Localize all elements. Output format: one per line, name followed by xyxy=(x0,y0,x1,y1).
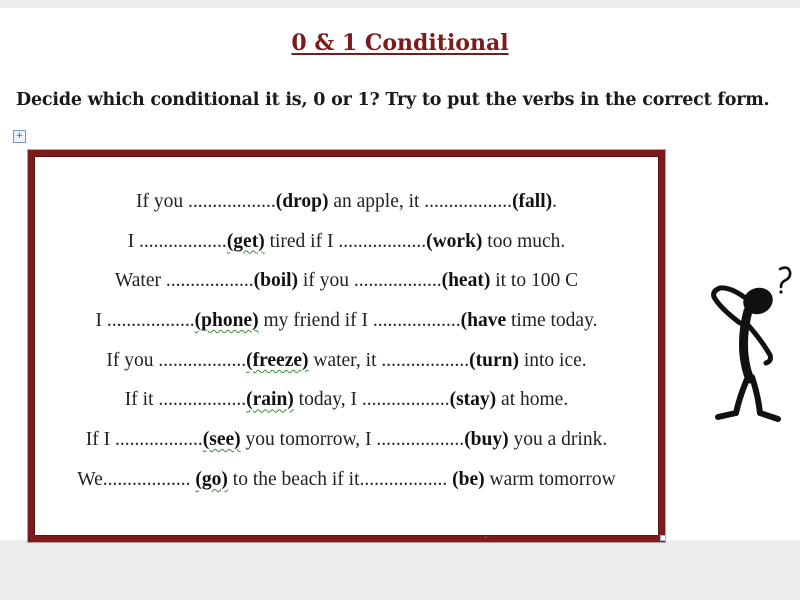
exercise-sentence xyxy=(34,341,659,381)
verb-prompt: (work) xyxy=(426,230,483,252)
verb-prompt: (turn) xyxy=(469,349,519,371)
sentence-text: I .................. xyxy=(127,230,227,252)
resize-handle[interactable] xyxy=(660,535,666,541)
sentence-text: an apple, it .................. xyxy=(328,191,513,212)
exercise-sentence xyxy=(34,222,659,262)
table-move-handle-icon[interactable]: + xyxy=(13,130,26,143)
exercise-sentence xyxy=(34,380,659,420)
verb-prompt: (stay) xyxy=(449,389,497,411)
verb-prompt: (have xyxy=(460,310,507,332)
verb-prompt: (rain) xyxy=(246,389,294,411)
verb-prompt: (buy) xyxy=(464,429,509,451)
exercise-sentence xyxy=(34,301,659,341)
sentence-text: water, it .................. xyxy=(308,349,470,371)
sentence-text: to the beach if it.................. xyxy=(227,468,453,490)
sentence-text: time today. xyxy=(506,310,598,332)
exercise-sentence xyxy=(34,460,659,500)
verb-prompt: (see) xyxy=(202,429,241,451)
verb-prompt: (fall) xyxy=(512,191,553,212)
sentence-text: my friend if I .................. xyxy=(258,310,461,332)
thinking-stick-figure-icon xyxy=(700,263,800,433)
sentence-text: you a drink. xyxy=(508,429,608,451)
page-title: 0 & 1 Conditional xyxy=(291,30,509,56)
sentence-text: . xyxy=(552,191,558,212)
sentence-text: If it .................. xyxy=(124,389,247,411)
verb-prompt: (go) xyxy=(195,468,228,490)
sentence-text: too much. xyxy=(482,230,566,252)
sentence-text: I .................. xyxy=(95,310,195,332)
sentence-text: at home. xyxy=(496,389,569,411)
sentence-text: today, I .................. xyxy=(293,389,450,411)
sentence-text: Water .................. xyxy=(114,270,254,292)
exercise-sentence xyxy=(34,182,659,222)
sentence-text: We.................. xyxy=(77,468,196,490)
sentence-text: If I .................. xyxy=(85,429,203,451)
sentence-text: it to 100 C xyxy=(490,270,579,292)
sentence-text: if you .................. xyxy=(298,270,442,292)
verb-prompt: (freeze) xyxy=(246,349,309,371)
exercise-sentence xyxy=(34,261,659,301)
exercise-list xyxy=(34,182,659,500)
verb-prompt: (phone) xyxy=(194,310,259,332)
verb-prompt: (heat) xyxy=(441,270,491,292)
verb-prompt: (be) xyxy=(452,468,485,490)
exercise-sentence xyxy=(34,420,659,460)
sentence-text: warm tomorrow xyxy=(484,468,616,490)
exercise-box xyxy=(28,150,665,542)
resize-handle[interactable] xyxy=(485,536,487,538)
verb-prompt: (drop) xyxy=(275,191,329,212)
sentence-text: If you .................. xyxy=(106,349,247,371)
sentence-text: tired if I .................. xyxy=(264,230,427,252)
verb-prompt: (get) xyxy=(226,230,265,252)
sentence-text: If you .................. xyxy=(135,191,276,212)
verb-prompt: (boil) xyxy=(253,270,299,292)
document-page xyxy=(0,8,800,540)
instruction-text: Decide which conditional it is, 0 or 1? Try to put the verbs in the correct form. xyxy=(16,90,770,110)
sentence-text: into ice. xyxy=(518,349,587,371)
sentence-text: you tomorrow, I .................. xyxy=(240,429,465,451)
